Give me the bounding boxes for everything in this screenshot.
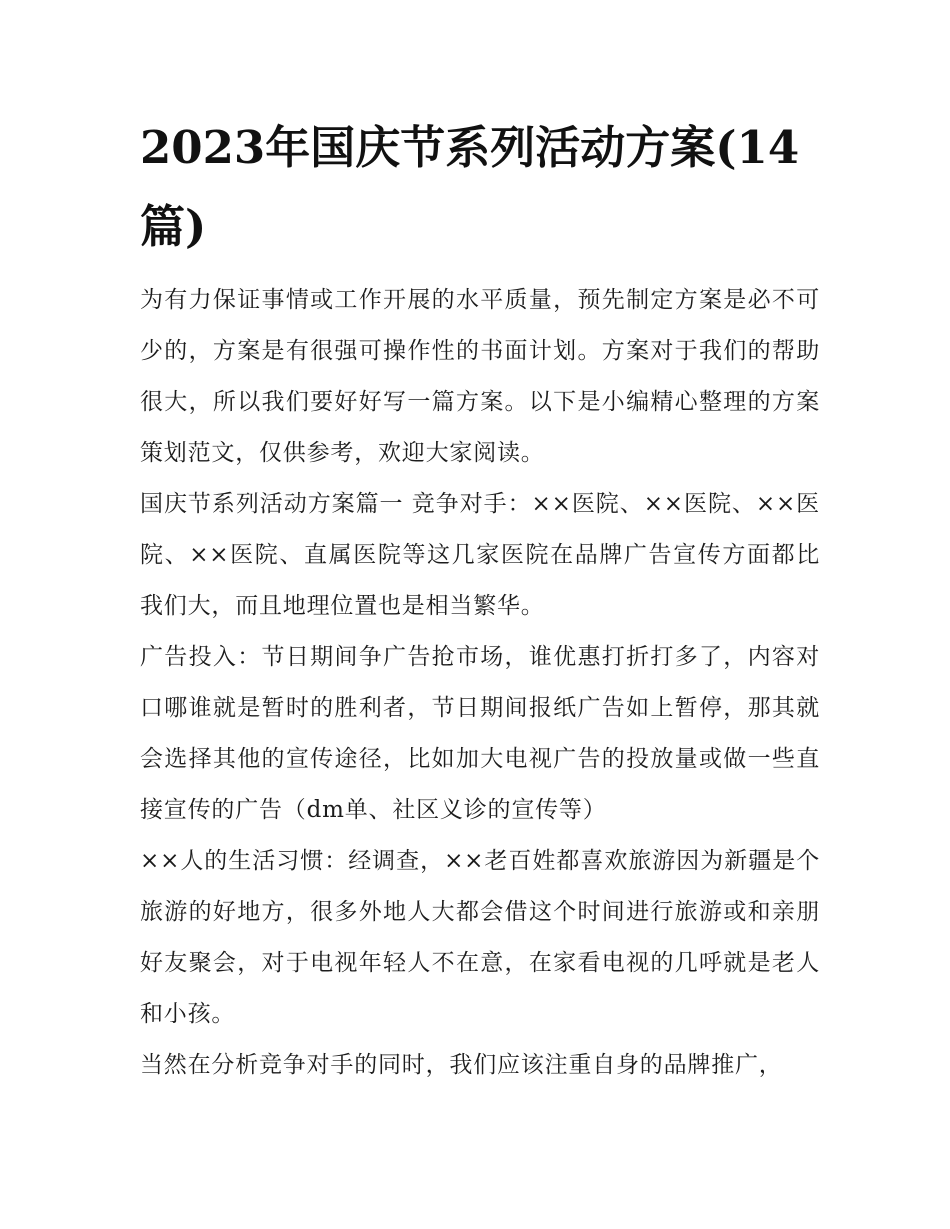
paragraph-competitors: 国庆节系列活动方案篇一 竞争对手：××医院、××医院、××医院、××医院、直属医院等这几家医院在品牌广告宣传方面都比我们大，而且地理位置也是相当繁华。 <box>140 491 820 619</box>
paragraph-intro: 为有力保证事情或工作开展的水平质量，预先制定方案是必不可少的，方案是有很强可操作性的书面计划。方案对于我们的帮助很大，所以我们要好好写一篇方案。以下是小编精心整理的方案策划范文，仅供参考，欢迎大家阅读。 <box>140 287 820 466</box>
paragraph-brand-promotion: 当然在分析竞争对手的同时，我们应该注重自身的品牌推广， <box>140 1052 783 1078</box>
document-page <box>140 108 820 1091</box>
paragraph-ad-investment: 广告投入：节日期间争广告抢市场，谁优惠打折打多了，内容对口哪谁就是暂时的胜利者，节日期间报纸广告如上暂停，那其就会选择其他的宣传途径，比如加大电视广告的投放量或做一些直接宣传的广告（dm单、社区义诊的宣传等） <box>140 644 820 823</box>
document-title: 2023年国庆节系列活动方案(14篇) <box>140 121 800 253</box>
paragraph-living-habits: ××人的生活习惯：经调查，××老百姓都喜欢旅游因为新疆是个旅游的好地方，很多外地人大都会借这个时间进行旅游或和亲朋好友聚会，对于电视年轻人不在意，在家看电视的几呼就是老人和小孩。 <box>140 848 820 1027</box>
